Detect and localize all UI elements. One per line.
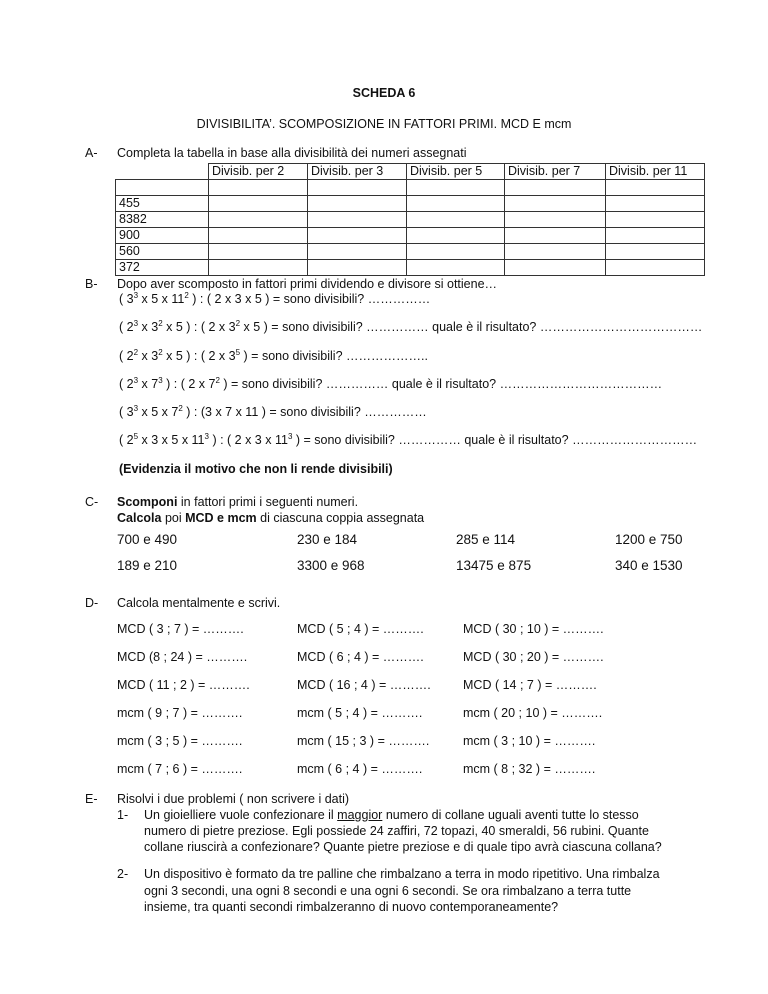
answer-cell[interactable] (308, 196, 407, 212)
mental-exercise: mcm ( 20 ; 10 ) = ………. (463, 706, 603, 720)
answer-cell[interactable] (209, 260, 308, 276)
answer-cell[interactable] (606, 228, 705, 244)
answer-cell[interactable] (606, 244, 705, 260)
exercise-b1: ( $3^3$ x 5 x $11^2$ ) : ( 2 x 3 x 5 ) = sono divisibili? …………… (119, 290, 431, 306)
mental-exercise: MCD ( 6 ; 4 ) = ………. (297, 650, 424, 664)
divisibility-table (115, 163, 705, 276)
answer-cell[interactable] (407, 212, 505, 228)
column-header: Divisib. per 3 (308, 164, 407, 180)
answer-cell[interactable] (308, 260, 407, 276)
answer-cell[interactable] (606, 212, 705, 228)
mental-exercise: mcm ( 8 ; 32 ) = ………. (463, 762, 596, 776)
table-row (116, 260, 705, 276)
answer-cell[interactable] (606, 260, 705, 276)
section-e-instruction: Risolvi i due problemi ( non scrivere i dati) (117, 792, 350, 806)
table-row (116, 228, 705, 244)
number-pair: 3300 e 968 (297, 558, 365, 573)
answer-cell[interactable] (505, 196, 606, 212)
table-corner-cell (116, 164, 209, 180)
mental-exercise: mcm ( 15 ; 3 ) = ………. (297, 734, 430, 748)
table-spacer-cell (116, 180, 209, 196)
section-c-instruction-1: Scomponi in fattori primi i seguenti numeri. (117, 495, 359, 509)
column-header: Divisib. per 5 (407, 164, 505, 180)
table-row (116, 196, 705, 212)
mental-exercise: MCD ( 11 ; 2 ) = ………. (117, 678, 250, 692)
section-a-label: A- (85, 146, 98, 160)
mental-exercise: mcm ( 9 ; 7 ) = ………. (117, 706, 243, 720)
number-pair: 13475 e 875 (456, 558, 532, 573)
exercise-b5: ( $3^3$ x 5 x $7^2$ ) : (3 x 7 x 11 ) = sono divisibili? …………… (119, 403, 427, 419)
answer-cell[interactable] (308, 244, 407, 260)
mental-exercise: mcm ( 3 ; 10 ) = ………. (463, 734, 596, 748)
problem-1-line-3: collane riuscirà a confezionare? Quante pietre preziose e di quale tipo avrà ciascuna collana? (144, 840, 662, 854)
answer-cell[interactable] (209, 244, 308, 260)
problem-1-number: 1- (117, 808, 129, 822)
table-row (116, 212, 705, 228)
mental-exercise: MCD ( 5 ; 4 ) = ………. (297, 622, 424, 636)
section-d-label: D- (85, 596, 99, 610)
column-header: Divisib. per 2 (209, 164, 308, 180)
answer-cell[interactable] (407, 228, 505, 244)
mental-exercise: mcm ( 3 ; 5 ) = ………. (117, 734, 243, 748)
answer-cell[interactable] (407, 244, 505, 260)
answer-cell[interactable] (407, 196, 505, 212)
answer-cell[interactable] (209, 196, 308, 212)
number-pair: 1200 e 750 (615, 532, 683, 547)
answer-cell[interactable] (505, 244, 606, 260)
section-b-note: (Evidenzia il motivo che non li rende divisibili) (119, 462, 393, 476)
number-cell: 8382 (116, 212, 209, 228)
answer-cell[interactable] (308, 212, 407, 228)
problem-2-line-3: insieme, tra quanti secondi rimbalzeranno di nuovo contemporaneamente? (144, 900, 559, 914)
section-c-instruction-2: Calcola poi MCD e mcm di ciascuna coppia assegnata (117, 511, 425, 525)
answer-cell[interactable] (606, 196, 705, 212)
number-cell: 560 (116, 244, 209, 260)
number-pair: 340 e 1530 (615, 558, 683, 573)
mental-exercise: MCD ( 3 ; 7 ) = ………. (117, 622, 244, 636)
answer-cell[interactable] (407, 260, 505, 276)
column-header: Divisib. per 7 (505, 164, 606, 180)
number-cell: 900 (116, 228, 209, 244)
number-cell: 455 (116, 196, 209, 212)
mental-exercise: mcm ( 5 ; 4 ) = ………. (297, 706, 423, 720)
problem-2-line-1: Un dispositivo è formato da tre palline che rimbalzano a terra in modo ripetitivo. Una rimbalza (144, 867, 660, 881)
mental-exercise: MCD ( 30 ; 10 ) = ………. (463, 622, 604, 636)
answer-cell[interactable] (505, 260, 606, 276)
exercise-b3: ( $2^2$ x $3^2$ x 5 ) : ( 2 x $3^5$ ) = sono divisibili? ……………….. (119, 347, 428, 363)
problem-1-line-1: Un gioielliere vuole confezionare il maggior numero di collane uguali aventi tutte lo stesso (144, 808, 639, 822)
number-pair: 230 e 184 (297, 532, 358, 547)
answer-cell[interactable] (505, 228, 606, 244)
answer-cell[interactable] (505, 212, 606, 228)
problem-2-line-2: ogni 3 secondi, una ogni 8 secondi e una ogni 6 secondi. Se ora rimbalzano a terra tutte (144, 884, 632, 898)
exercise-b6: ( $2^5$ x 3 x 5 x $11^3$ ) : ( 2 x 3 x $11^3$ ) = sono divisibili? …………… quale è il risultato? ………………………… (119, 431, 698, 447)
exercise-b4: ( $2^3$ x $7^3$ ) : ( 2 x $7^2$ ) = sono divisibili? …………… quale è il risultato? ………………………………… (119, 375, 663, 391)
section-b-instruction: Dopo aver scomposto in fattori primi dividendo e divisore si ottiene… (117, 277, 498, 291)
answer-cell[interactable] (308, 228, 407, 244)
worksheet-subtitle: DIVISIBILITA’. SCOMPOSIZIONE IN FATTORI PRIMI. MCD E mcm (196, 117, 572, 131)
worksheet-title: SCHEDA 6 (352, 86, 416, 100)
exercise-b2: ( $2^3$ x $3^2$ x 5 ) : ( 2 x $3^2$ x 5 ) = sono divisibili? …………… quale è il risultato? ………………………………… (119, 318, 703, 334)
section-d-instruction: Calcola mentalmente e scrivi. (117, 596, 281, 610)
problem-2-number: 2- (117, 867, 129, 881)
mental-exercise: mcm ( 7 ; 6 ) = ………. (117, 762, 243, 776)
section-a-instruction: Completa la tabella in base alla divisibilità dei numeri assegnati (117, 146, 467, 160)
section-e-label: E- (85, 792, 98, 806)
number-pair: 285 e 114 (456, 532, 516, 547)
mental-exercise: MCD ( 30 ; 20 ) = ………. (463, 650, 604, 664)
answer-cell[interactable] (209, 228, 308, 244)
mental-exercise: mcm ( 6 ; 4 ) = ………. (297, 762, 423, 776)
mental-exercise: MCD ( 16 ; 4 ) = ………. (297, 678, 431, 692)
number-pair: 700 e 490 (117, 532, 178, 547)
answer-cell[interactable] (209, 212, 308, 228)
column-header: Divisib. per 11 (606, 164, 705, 180)
number-pair: 189 e 210 (117, 558, 178, 573)
problem-1-line-2: numero di pietre preziose. Egli possiede 24 zaffiri, 72 topazi, 40 smeraldi, 56 rubini. Quante (144, 824, 649, 838)
mental-exercise: MCD ( 14 ; 7 ) = ………. (463, 678, 597, 692)
table-row (116, 244, 705, 260)
mental-exercise: MCD (8 ; 24 ) = ………. (117, 650, 248, 664)
section-c-label: C- (85, 495, 99, 509)
section-b-label: B- (85, 277, 98, 291)
number-cell: 372 (116, 260, 209, 276)
table-header-row (116, 164, 705, 180)
